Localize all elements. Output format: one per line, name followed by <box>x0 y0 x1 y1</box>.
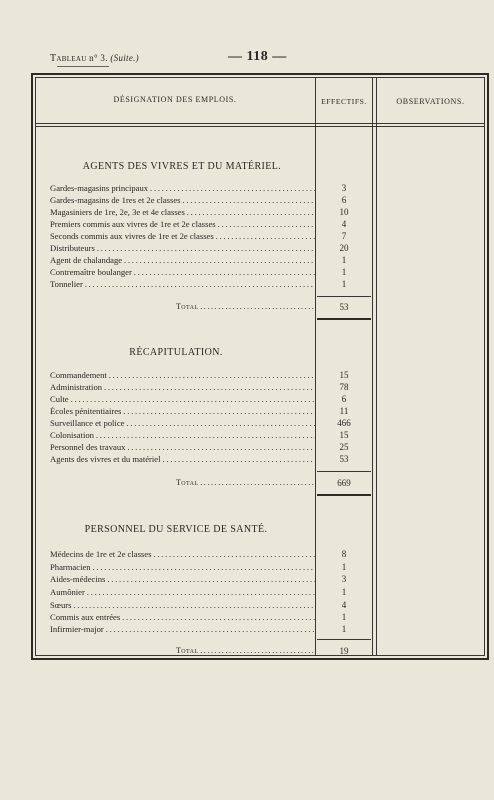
table-row <box>50 278 315 290</box>
table-row <box>50 405 315 417</box>
total-rule <box>317 318 371 320</box>
total-rule <box>317 296 371 297</box>
header-underline <box>57 66 109 67</box>
total-rule <box>317 494 371 496</box>
table-row <box>50 242 315 254</box>
row-value: 7 <box>341 231 347 241</box>
row-label: Sœurs . . . <box>50 599 315 611</box>
table-row <box>50 218 315 230</box>
table-reference <box>50 53 139 64</box>
row-value: 8 <box>341 549 347 559</box>
table-row <box>50 573 315 585</box>
row-value: 3 <box>341 574 347 584</box>
row-value: 6 <box>341 394 347 404</box>
total-row <box>176 301 315 313</box>
total-label: Total . . . <box>176 645 315 657</box>
row-label: Magasiniers de 1re, 2e, 3e et 4e classes . . . <box>50 206 315 218</box>
table-row <box>50 441 315 453</box>
table-row <box>50 206 315 218</box>
table-row <box>50 599 315 611</box>
table-row <box>50 254 315 266</box>
table-row <box>50 548 315 560</box>
table-suite: (Suite.) <box>110 53 139 63</box>
row-label: Tonnelier . . . <box>50 278 315 290</box>
table-row <box>50 586 315 598</box>
row-label: Premiers commis aux vivres de 1re et 2e classes . . . <box>50 218 315 230</box>
table-row <box>50 266 315 278</box>
row-label: Médecins de 1re et 2e classes . . . <box>50 548 315 560</box>
table-row <box>50 611 315 623</box>
table-row <box>50 369 315 381</box>
row-value: 4 <box>341 219 347 229</box>
total-rule <box>317 471 371 472</box>
total-label: Total . . . <box>176 301 315 313</box>
row-value: 1 <box>341 612 347 622</box>
table-row <box>50 417 315 429</box>
column-header-designation: DÉSIGNATION DES EMPLOIS. <box>113 95 237 104</box>
row-value: 1 <box>341 255 347 265</box>
row-value: 1 <box>341 279 347 289</box>
total-value: 53 <box>339 302 349 312</box>
row-value: 4 <box>341 600 347 610</box>
section-title-sante: PERSONNEL DU SERVICE DE SANTÉ. <box>84 524 268 535</box>
row-value: 15 <box>339 430 349 440</box>
total-rule <box>317 639 371 640</box>
row-label: Écoles pénitentiaires . . . <box>50 405 315 417</box>
row-label: Distributeurs . . . <box>50 242 315 254</box>
table-row <box>50 230 315 242</box>
row-label: Colonisation . . . <box>50 429 315 441</box>
row-value: 11 <box>339 406 349 416</box>
header-divider <box>35 126 485 127</box>
column-header-observations: OBSERVATIONS. <box>396 97 465 106</box>
row-value: 1 <box>341 624 347 634</box>
row-value: 1 <box>341 267 347 277</box>
table-row <box>50 623 315 635</box>
section-title-recapitulation: RÉCAPITULATION. <box>129 347 223 358</box>
row-label: Gardes-magasins principaux . . . <box>50 182 315 194</box>
row-value: 10 <box>339 207 349 217</box>
column-header-effectifs: EFFECTIFS. <box>321 97 367 106</box>
row-value: 20 <box>339 243 349 253</box>
row-value: 78 <box>339 382 349 392</box>
table-row <box>50 194 315 206</box>
total-label: Total . . . <box>176 477 315 489</box>
table-number: n° 3. <box>89 53 108 63</box>
row-label: Culte . . . <box>50 393 315 405</box>
row-value: 6 <box>341 195 347 205</box>
row-label: Commis aux entrées . . . <box>50 611 315 623</box>
table-row <box>50 393 315 405</box>
total-row <box>176 477 315 489</box>
table-row <box>50 381 315 393</box>
row-label: Administration . . . <box>50 381 315 393</box>
total-row <box>176 645 315 657</box>
column-divider <box>376 77 377 656</box>
table-row <box>50 182 315 194</box>
row-label: Infirmier-major . . . <box>50 623 315 635</box>
row-label: Agent de chalandage . . . <box>50 254 315 266</box>
row-value: 15 <box>339 370 349 380</box>
row-label: Surveillance et police . . . <box>50 417 315 429</box>
row-label: Aumônier . . . <box>50 586 315 598</box>
row-value: 3 <box>341 183 347 193</box>
table-row <box>50 561 315 573</box>
row-label: Aides-médecins . . . <box>50 573 315 585</box>
row-value: 53 <box>339 454 349 464</box>
table-row <box>50 453 315 465</box>
row-label: Seconds commis aux vivres de 1re et 2e classes . . . <box>50 230 315 242</box>
row-value: 1 <box>341 562 347 572</box>
page-number: — 118 — <box>228 49 287 64</box>
row-value: 25 <box>339 442 349 452</box>
row-label: Pharmacien . . . <box>50 561 315 573</box>
table-label: Tableau <box>50 53 87 64</box>
row-label: Commandement . . . <box>50 369 315 381</box>
table-row <box>50 429 315 441</box>
row-label: Gardes-magasins de 1res et 2e classes . . . <box>50 194 315 206</box>
row-label: Personnel des travaux . . . <box>50 441 315 453</box>
total-value: 19 <box>339 646 349 656</box>
row-label: Agents des vivres et du matériel . . . <box>50 453 315 465</box>
total-value: 669 <box>337 478 351 488</box>
row-value: 466 <box>337 418 351 428</box>
section-title-vivres: AGENTS DES VIVRES ET DU MATÉRIEL. <box>82 161 282 172</box>
row-value: 1 <box>341 587 347 597</box>
header-divider <box>35 123 485 124</box>
row-label: Contremaître boulanger . . . <box>50 266 315 278</box>
